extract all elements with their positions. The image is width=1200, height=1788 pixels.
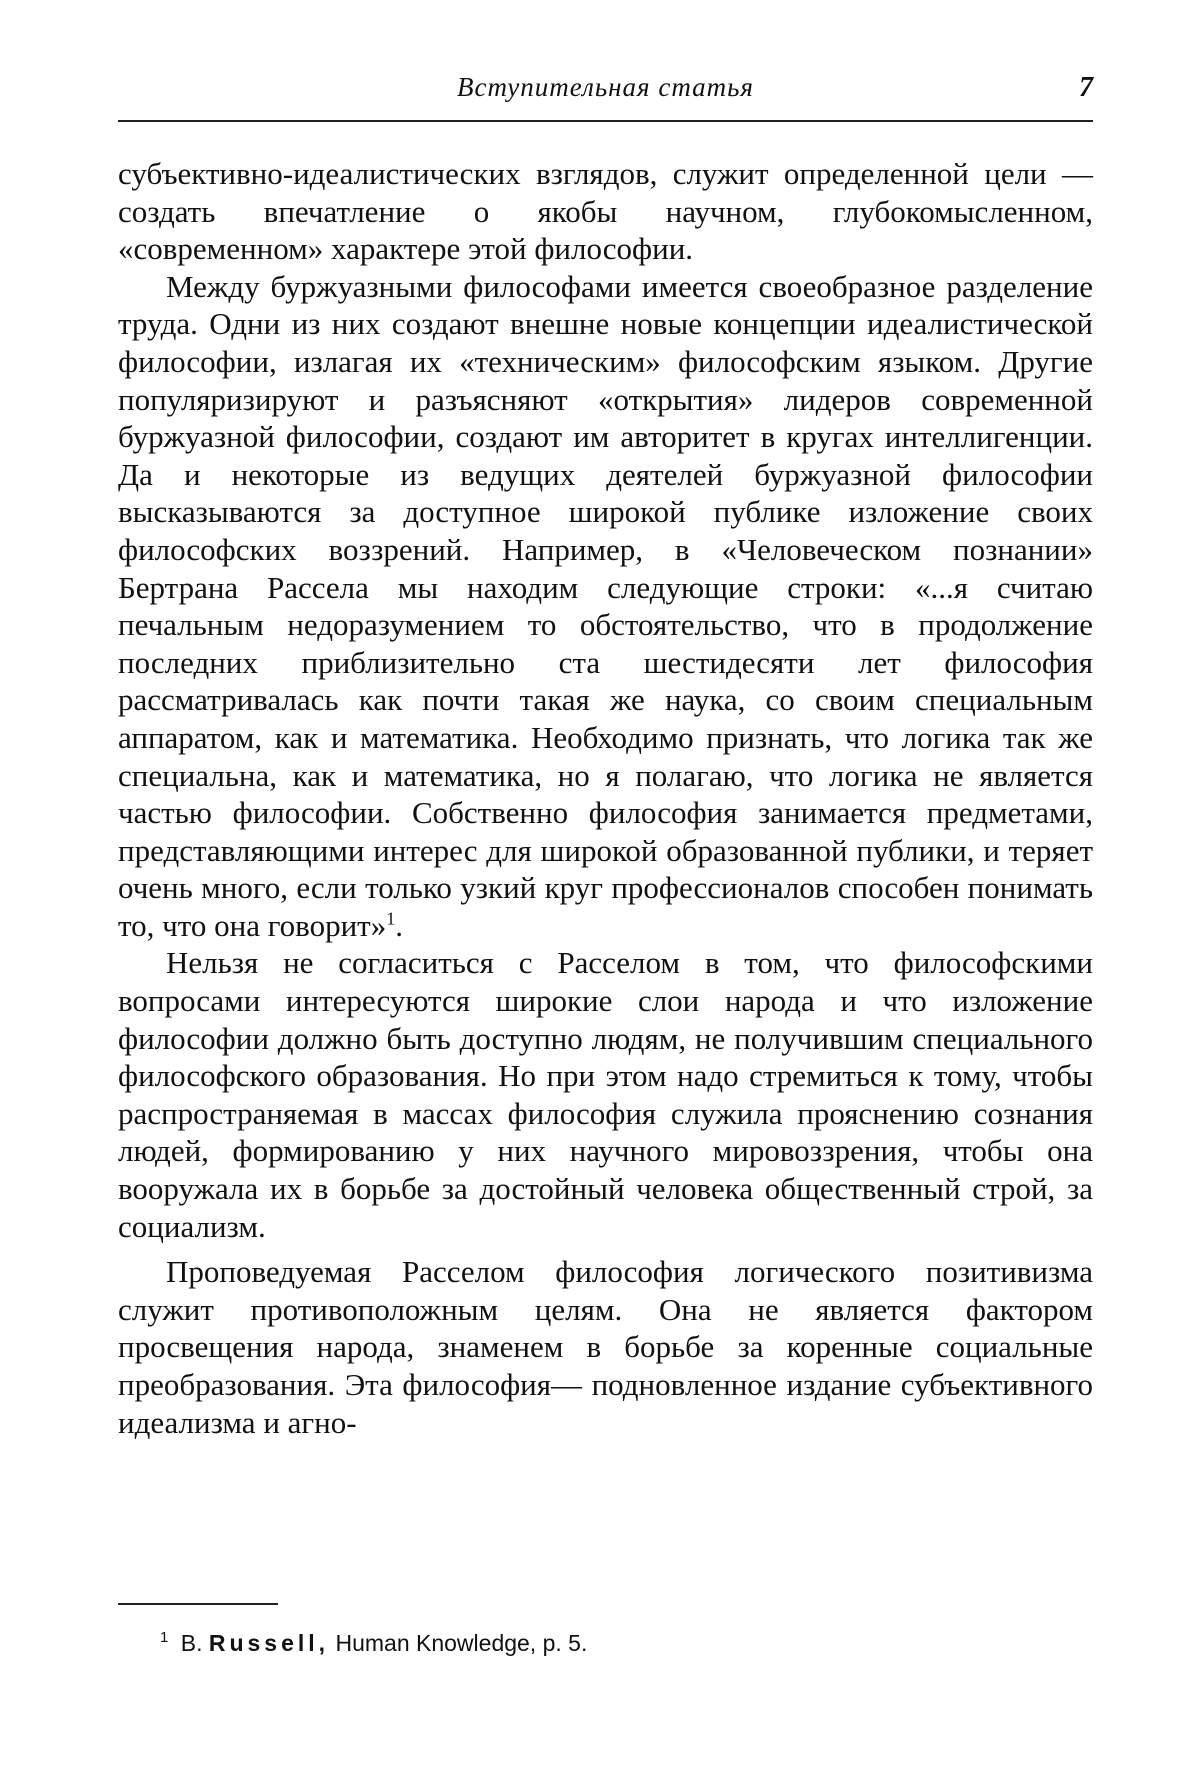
header-rule xyxy=(118,120,1093,122)
running-head xyxy=(118,72,1093,112)
paragraph-2 xyxy=(118,268,1093,945)
footnote-rule xyxy=(118,1603,278,1605)
paragraph-1: субъективно-идеалистических взглядов, служит определенной цели — создать впечатление о якобы научном, глубокомысленном, «современном» характере этой философии. xyxy=(118,156,1093,267)
page-number: 7 xyxy=(1079,72,1093,103)
footnote-author: Russell, xyxy=(208,1630,330,1656)
body-text xyxy=(118,155,1093,1441)
paragraph-2-text: Между буржуазными философами имеется своеобразное разделение труда. Одни из них создают внешне новые концепции идеалистической философии, излагая их «техническим» философским языком. Другие популяризируют и разъясняют «открытия» лидеров современной буржуазной философии, создают им авторитет в кругах интеллигенции. Да и некоторые из ведущих деятелей буржуазной философии высказываются за доступное широкой публике изложение своих философских воззрений. Например, в «Человеческом познании» Бертрана Рассела мы находим следующие строки: «...я считаю печальным недоразумением то обстоятельство, что в продолжение последних приблизительно ста шестидесяти лет философия рассматривалась как почти такая же наука, со своим специальным аппаратом, как и математика. Необходимо признать, что логика так же специальна, как и математика, но я полагаю, что логика не является частью философии. Собственно философия занимается предметами, представляющими интерес для широкой образованной публики, и теряет очень много, если только узкий круг профессионалов способен понимать то, что она говорит» xyxy=(118,268,1093,943)
running-title: Вступительная статья xyxy=(456,72,754,102)
paragraph-4: Проповедуемая Расселом философия логического позитивизма служит противоположным целям. Она не является фактором просвещения народа, знаменем в борьбе за коренные социальные преобразования. Эта философия— подновленное издание субъективного идеализма и агно- xyxy=(118,1254,1093,1440)
footnote xyxy=(160,1628,587,1658)
footnote-reference[interactable]: 1 xyxy=(386,908,396,929)
paragraph-3: Нельзя не согласиться с Расселом в том, что философскими вопросами интересуются широкие слои народа и что изложение философии должно быть доступно людям, не получившим специального философского образования. Но при этом надо стремиться к тому, чтобы распространяемая в массах философия служила прояснению сознания людей, формированию у них научного мировоззрения, чтобы она вооружала их в борьбе за достойный человека общественный строй, за социализм. xyxy=(118,945,1093,1244)
footnote-mark: 1 xyxy=(160,1629,169,1647)
footnote-work: Human Knowledge, p. 5. xyxy=(335,1630,588,1656)
footnote-initial: B. xyxy=(180,1630,203,1656)
paragraph-2-end: . xyxy=(395,907,403,943)
